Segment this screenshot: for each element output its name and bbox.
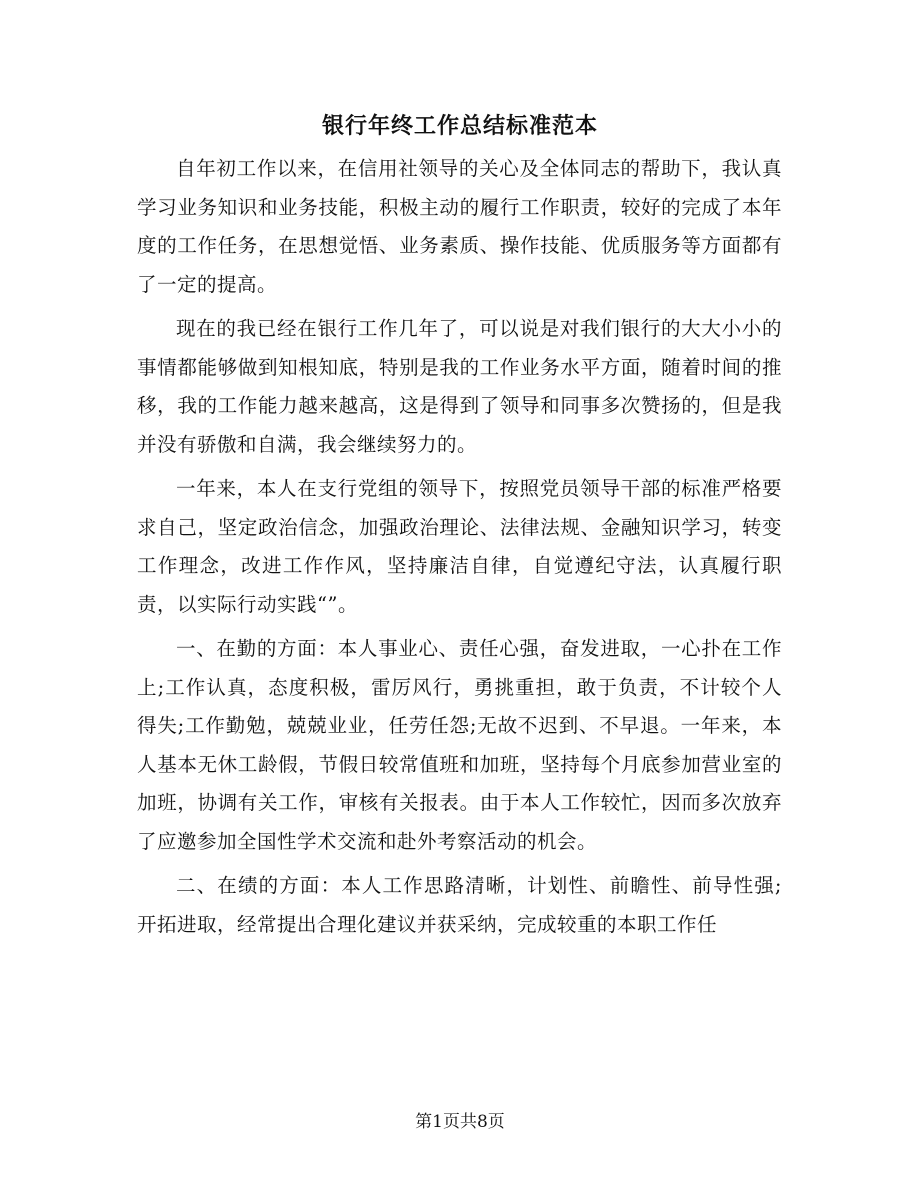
paragraph-3: 一年来，本人在支行党组的领导下，按照党员领导干部的标准严格要求自己，坚定政治信念，加强政治理论、法律法规、金融知识学习，转变工作理念，改进工作作风，坚持廉洁自律，自觉遵纪守法，认真履行职责，以实际行动实践“”。 [137, 477, 782, 616]
paragraph-1: 自年初工作以来，在信用社领导的关心及全体同志的帮助下，我认真学习业务知识和业务技能，积极主动的履行工作职责，较好的完成了本年度的工作任务，在思想觉悟、业务素质、操作技能、优质服务等方面都有了一定的提高。 [137, 157, 782, 296]
paragraph-5: 二、在绩的方面：本人工作思路清晰，计划性、前瞻性、前导性强;开拓进取，经常提出合理化建议并获采纳，完成较重的本职工作任 [137, 874, 782, 936]
page-number: 第1页共8页 [415, 1112, 505, 1132]
document-body [137, 150, 782, 950]
paragraph-2: 现在的我已经在银行工作几年了，可以说是对我们银行的大大小小的事情都能够做到知根知底，特别是我的工作业务水平方面，随着时间的推移，我的工作能力越来越高，这是得到了领导和同事多次赞扬的，但是我并没有骄傲和自满，我会继续努力的。 [137, 317, 782, 456]
paragraph-4: 一、在勤的方面：本人事业心、责任心强，奋发进取，一心扑在工作上;工作认真，态度积极，雷厉风行，勇挑重担，敢于负责，不计较个人得失;工作勤勉，兢兢业业，任劳任怨;无故不迟到、不早退。一年来，本人基本无休工龄假，节假日较常值班和加班，坚持每个月底参加营业室的加班，协调有关工作，审核有关报表。由于本人工作较忙，因而多次放弃了应邀参加全国性学术交流和赴外考察活动的机会。 [137, 637, 782, 853]
document-title: 银行年终工作总结标准范本 [321, 113, 598, 139]
